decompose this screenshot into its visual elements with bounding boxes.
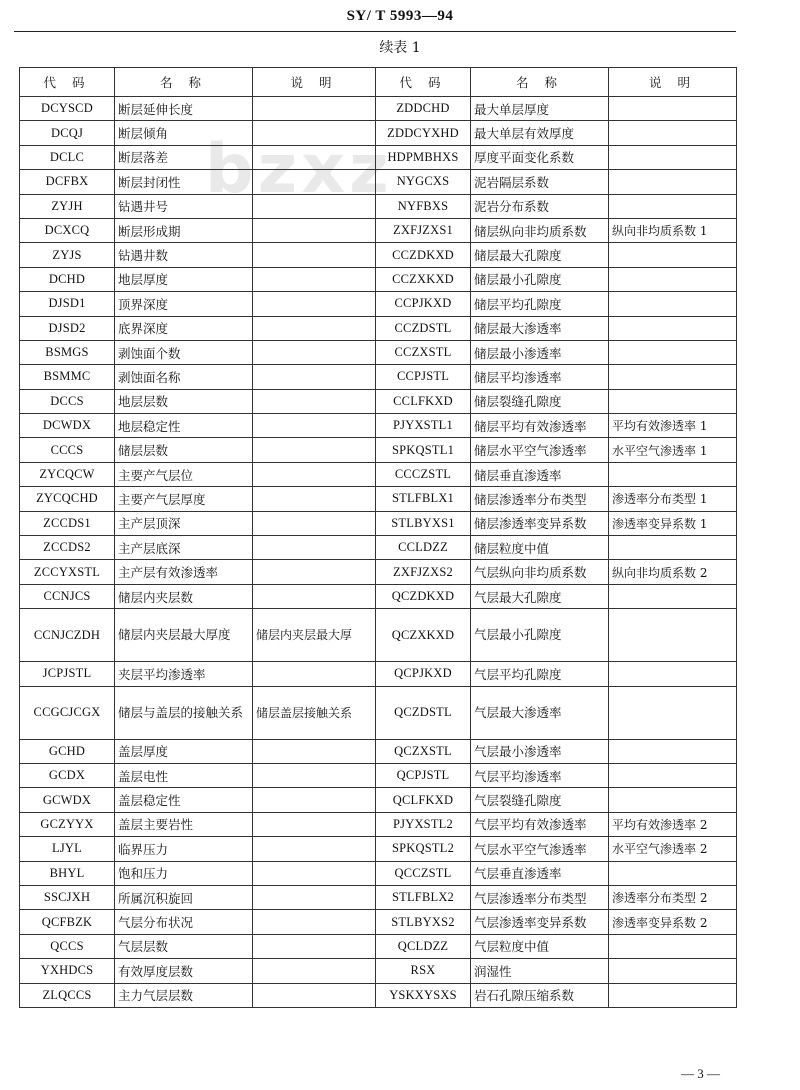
- left-name-cell: 盖层电性: [115, 763, 253, 787]
- table-row: [20, 934, 737, 958]
- left-note-cell: [253, 389, 376, 413]
- right-code-cell: YSKXYSXS: [376, 983, 471, 1007]
- right-note-cell: 平均有效渗透率 2: [609, 812, 737, 836]
- left-name-cell: 地层层数: [115, 389, 253, 413]
- watermark: bzxz: [205, 130, 393, 209]
- left-note-cell: [253, 934, 376, 958]
- left-code-cell: DCCS: [20, 389, 115, 413]
- right-code-cell: ZXFJZXS2: [376, 560, 471, 584]
- table-row: [20, 560, 737, 584]
- left-name-cell: 储层内夹层最大厚度: [115, 609, 253, 662]
- left-code-cell: ZCCDS2: [20, 536, 115, 560]
- left-note-cell: [253, 560, 376, 584]
- right-name-cell: 厚度平面变化系数: [471, 145, 609, 169]
- left-note-cell: [253, 462, 376, 486]
- right-name-cell: 气层水平空气渗透率: [471, 837, 609, 861]
- left-note-cell: [253, 243, 376, 267]
- left-name-cell: 断层落差: [115, 145, 253, 169]
- right-name-cell: 储层渗透率分布类型: [471, 487, 609, 511]
- right-name-cell: 气层渗透率分布类型: [471, 885, 609, 909]
- left-name-cell: 储层内夹层数: [115, 584, 253, 608]
- left-note-cell: [253, 365, 376, 389]
- table-row: [20, 983, 737, 1007]
- left-code-cell: ZYCQCHD: [20, 487, 115, 511]
- right-note-cell: 渗透率分布类型 1: [609, 487, 737, 511]
- left-name-cell: 主力气层层数: [115, 983, 253, 1007]
- table-row: [20, 788, 737, 812]
- left-note-cell: [253, 983, 376, 1007]
- left-code-cell: QCCS: [20, 934, 115, 958]
- right-code-cell: PJYXSTL2: [376, 812, 471, 836]
- table-header-row: [20, 68, 737, 97]
- table-row: [20, 885, 737, 909]
- right-name-cell: 储层垂直渗透率: [471, 462, 609, 486]
- right-code-cell: CCPJSTL: [376, 365, 471, 389]
- left-name-cell: 主要产气层厚度: [115, 487, 253, 511]
- left-note-cell: [253, 218, 376, 242]
- right-code-cell: HDPMBHXS: [376, 145, 471, 169]
- right-code-cell: CCZDSTL: [376, 316, 471, 340]
- table-row: [20, 389, 737, 413]
- left-code-cell: GCWDX: [20, 788, 115, 812]
- table-row: [20, 243, 737, 267]
- left-name-cell: 地层稳定性: [115, 414, 253, 438]
- right-code-cell: STLBYXS1: [376, 511, 471, 535]
- left-note-cell: [253, 340, 376, 364]
- left-code-cell: DCHD: [20, 267, 115, 291]
- table-row: [20, 739, 737, 763]
- right-note-cell: [609, 97, 737, 121]
- right-note-cell: [609, 340, 737, 364]
- right-code-cell: CCZXKXD: [376, 267, 471, 291]
- left-note-cell: [253, 511, 376, 535]
- right-name-cell: 储层最大孔隙度: [471, 243, 609, 267]
- table-row: [20, 121, 737, 145]
- right-code-cell: CCLDZZ: [376, 536, 471, 560]
- right-note-cell: [609, 609, 737, 662]
- left-name-cell: 钻遇井号: [115, 194, 253, 218]
- left-code-cell: DJSD2: [20, 316, 115, 340]
- left-note-cell: [253, 414, 376, 438]
- right-name-cell: 泥岩隔层系数: [471, 170, 609, 194]
- left-name-cell: 底界深度: [115, 316, 253, 340]
- right-name-cell: 储层粒度中值: [471, 536, 609, 560]
- left-note-cell: [253, 861, 376, 885]
- left-name-cell: 盖层主要岩性: [115, 812, 253, 836]
- column-header-code: 代 码: [20, 68, 115, 97]
- right-name-cell: 储层水平空气渗透率: [471, 438, 609, 462]
- table-row: [20, 414, 737, 438]
- right-code-cell: ZDDCHD: [376, 97, 471, 121]
- right-name-cell: 最大单层厚度: [471, 97, 609, 121]
- left-name-cell: 断层倾角: [115, 121, 253, 145]
- right-note-cell: [609, 662, 737, 686]
- table-row: [20, 837, 737, 861]
- right-code-cell: NYGCXS: [376, 170, 471, 194]
- table-row: [20, 365, 737, 389]
- right-note-cell: [609, 389, 737, 413]
- left-name-cell: 顶界深度: [115, 292, 253, 316]
- left-note-cell: [253, 662, 376, 686]
- left-name-cell: 储层层数: [115, 438, 253, 462]
- table-row: [20, 438, 737, 462]
- right-note-cell: [609, 959, 737, 983]
- left-note-cell: 储层盖层接触关系: [253, 686, 376, 739]
- left-note-cell: [253, 763, 376, 787]
- left-code-cell: DCQJ: [20, 121, 115, 145]
- left-note-cell: [253, 292, 376, 316]
- left-name-cell: 临界压力: [115, 837, 253, 861]
- right-note-cell: [609, 788, 737, 812]
- left-note-cell: [253, 959, 376, 983]
- table-row: [20, 487, 737, 511]
- table-row: [20, 340, 737, 364]
- right-name-cell: 润湿性: [471, 959, 609, 983]
- right-code-cell: CCCZSTL: [376, 462, 471, 486]
- table-row: [20, 861, 737, 885]
- left-name-cell: 断层形成期: [115, 218, 253, 242]
- right-code-cell: QCZDKXD: [376, 584, 471, 608]
- right-code-cell: SPKQSTL2: [376, 837, 471, 861]
- left-code-cell: GCHD: [20, 739, 115, 763]
- right-name-cell: 储层裂缝孔隙度: [471, 389, 609, 413]
- right-code-cell: QCCZSTL: [376, 861, 471, 885]
- right-code-cell: NYFBXS: [376, 194, 471, 218]
- left-name-cell: 断层延伸长度: [115, 97, 253, 121]
- left-code-cell: ZYJH: [20, 194, 115, 218]
- table-row: [20, 170, 737, 194]
- right-name-cell: 储层平均孔隙度: [471, 292, 609, 316]
- right-code-cell: QCPJKXD: [376, 662, 471, 686]
- left-name-cell: 气层层数: [115, 934, 253, 958]
- right-note-cell: [609, 763, 737, 787]
- right-note-cell: [609, 686, 737, 739]
- table-row: [20, 316, 737, 340]
- left-note-cell: [253, 837, 376, 861]
- column-header-code-right: 代 码: [376, 68, 471, 97]
- left-name-cell: 所属沉积旋回: [115, 885, 253, 909]
- left-note-cell: [253, 739, 376, 763]
- right-code-cell: SPKQSTL1: [376, 438, 471, 462]
- table-row: [20, 812, 737, 836]
- left-name-cell: 剥蚀面名称: [115, 365, 253, 389]
- code-table: [19, 67, 737, 1008]
- left-code-cell: YXHDCS: [20, 959, 115, 983]
- right-name-cell: 气层最小孔隙度: [471, 609, 609, 662]
- table-row: [20, 462, 737, 486]
- left-code-cell: CCNJCS: [20, 584, 115, 608]
- left-note-cell: [253, 97, 376, 121]
- left-name-cell: 气层分布状况: [115, 910, 253, 934]
- table-row: [20, 959, 737, 983]
- right-code-cell: QCZXKXD: [376, 609, 471, 662]
- left-code-cell: GCDX: [20, 763, 115, 787]
- right-note-cell: 纵向非均质系数 1: [609, 218, 737, 242]
- right-name-cell: 气层最大渗透率: [471, 686, 609, 739]
- table-row: [20, 910, 737, 934]
- right-note-cell: [609, 267, 737, 291]
- table-row: [20, 511, 737, 535]
- left-note-cell: [253, 584, 376, 608]
- left-name-cell: 盖层稳定性: [115, 788, 253, 812]
- right-note-cell: [609, 934, 737, 958]
- header-rule: [14, 31, 736, 32]
- table-row: [20, 763, 737, 787]
- left-name-cell: 主要产气层位: [115, 462, 253, 486]
- right-code-cell: RSX: [376, 959, 471, 983]
- left-name-cell: 储层与盖层的接触关系: [115, 686, 253, 739]
- left-note-cell: [253, 194, 376, 218]
- left-code-cell: BHYL: [20, 861, 115, 885]
- right-note-cell: 水平空气渗透率 1: [609, 438, 737, 462]
- left-name-cell: 有效厚度层数: [115, 959, 253, 983]
- table-body: [20, 97, 737, 1008]
- right-code-cell: CCPJKXD: [376, 292, 471, 316]
- left-code-cell: ZCCYXSTL: [20, 560, 115, 584]
- right-code-cell: PJYXSTL1: [376, 414, 471, 438]
- column-header-note-right: 说 明: [609, 68, 737, 97]
- left-code-cell: CCGCJCGX: [20, 686, 115, 739]
- left-code-cell: QCFBZK: [20, 910, 115, 934]
- left-name-cell: 饱和压力: [115, 861, 253, 885]
- right-code-cell: ZDDCYXHD: [376, 121, 471, 145]
- right-name-cell: 气层最小渗透率: [471, 739, 609, 763]
- left-code-cell: DCXCQ: [20, 218, 115, 242]
- left-name-cell: 断层封闭性: [115, 170, 253, 194]
- right-note-cell: 渗透率分布类型 2: [609, 885, 737, 909]
- table-row: [20, 686, 737, 739]
- right-note-cell: 纵向非均质系数 2: [609, 560, 737, 584]
- right-name-cell: 气层纵向非均质系数: [471, 560, 609, 584]
- right-note-cell: 平均有效渗透率 1: [609, 414, 737, 438]
- standard-code: SY/ T 5993—94: [346, 8, 454, 24]
- left-code-cell: ZCCDS1: [20, 511, 115, 535]
- left-code-cell: ZYJS: [20, 243, 115, 267]
- right-name-cell: 储层纵向非均质系数: [471, 218, 609, 242]
- right-name-cell: 气层平均有效渗透率: [471, 812, 609, 836]
- left-note-cell: [253, 788, 376, 812]
- column-header-note: 说 明: [253, 68, 376, 97]
- table-row: [20, 292, 737, 316]
- right-note-cell: 渗透率变异系数 2: [609, 910, 737, 934]
- left-code-cell: DJSD1: [20, 292, 115, 316]
- right-note-cell: [609, 170, 737, 194]
- right-name-cell: 泥岩分布系数: [471, 194, 609, 218]
- right-note-cell: [609, 861, 737, 885]
- left-code-cell: DCFBX: [20, 170, 115, 194]
- left-note-cell: [253, 438, 376, 462]
- left-note-cell: [253, 316, 376, 340]
- right-note-cell: [609, 121, 737, 145]
- right-name-cell: 气层渗透率变异系数: [471, 910, 609, 934]
- left-name-cell: 夹层平均渗透率: [115, 662, 253, 686]
- right-name-cell: 气层平均孔隙度: [471, 662, 609, 686]
- left-code-cell: BSMMC: [20, 365, 115, 389]
- right-name-cell: 气层垂直渗透率: [471, 861, 609, 885]
- right-code-cell: STLFBLX1: [376, 487, 471, 511]
- right-code-cell: STLBYXS2: [376, 910, 471, 934]
- column-header-name: 名 称: [115, 68, 253, 97]
- right-name-cell: 岩石孔隙压缩系数: [471, 983, 609, 1007]
- left-note-cell: [253, 812, 376, 836]
- left-code-cell: CCCS: [20, 438, 115, 462]
- left-code-cell: GCZYYX: [20, 812, 115, 836]
- table-row: [20, 267, 737, 291]
- left-name-cell: 主产层顶深: [115, 511, 253, 535]
- right-note-cell: 水平空气渗透率 2: [609, 837, 737, 861]
- table-title: 续表 1: [379, 40, 421, 56]
- column-header-name-right: 名 称: [471, 68, 609, 97]
- left-name-cell: 地层厚度: [115, 267, 253, 291]
- right-note-cell: [609, 739, 737, 763]
- left-code-cell: ZLQCCS: [20, 983, 115, 1007]
- left-note-cell: [253, 267, 376, 291]
- right-note-cell: [609, 536, 737, 560]
- left-note-cell: [253, 885, 376, 909]
- right-name-cell: 最大单层有效厚度: [471, 121, 609, 145]
- right-name-cell: 气层最大孔隙度: [471, 584, 609, 608]
- right-note-cell: 渗透率变异系数 1: [609, 511, 737, 535]
- table-row: [20, 194, 737, 218]
- left-note-cell: [253, 487, 376, 511]
- right-code-cell: QCZDSTL: [376, 686, 471, 739]
- right-note-cell: [609, 462, 737, 486]
- table-row: [20, 97, 737, 121]
- left-note-cell: [253, 536, 376, 560]
- left-note-cell: [253, 910, 376, 934]
- right-name-cell: 气层平均渗透率: [471, 763, 609, 787]
- right-code-cell: ZXFJZXS1: [376, 218, 471, 242]
- right-code-cell: CCZXSTL: [376, 340, 471, 364]
- right-name-cell: 气层粒度中值: [471, 934, 609, 958]
- left-name-cell: 主产层底深: [115, 536, 253, 560]
- right-name-cell: 储层最小孔隙度: [471, 267, 609, 291]
- right-code-cell: QCLFKXD: [376, 788, 471, 812]
- left-name-cell: 主产层有效渗透率: [115, 560, 253, 584]
- right-code-cell: STLFBLX2: [376, 885, 471, 909]
- left-name-cell: 钻遇井数: [115, 243, 253, 267]
- document-header: [0, 8, 800, 28]
- left-code-cell: DCLC: [20, 145, 115, 169]
- table-row: [20, 609, 737, 662]
- right-note-cell: [609, 292, 737, 316]
- right-name-cell: 储层渗透率变异系数: [471, 511, 609, 535]
- table-row: [20, 662, 737, 686]
- left-code-cell: SSCJXH: [20, 885, 115, 909]
- right-note-cell: [609, 194, 737, 218]
- left-code-cell: DCYSCD: [20, 97, 115, 121]
- table-row: [20, 145, 737, 169]
- right-note-cell: [609, 145, 737, 169]
- right-name-cell: 储层平均渗透率: [471, 365, 609, 389]
- table-row: [20, 584, 737, 608]
- left-code-cell: ZYCQCW: [20, 462, 115, 486]
- left-note-cell: [253, 170, 376, 194]
- left-code-cell: JCPJSTL: [20, 662, 115, 686]
- right-name-cell: 储层平均有效渗透率: [471, 414, 609, 438]
- right-code-cell: QCLDZZ: [376, 934, 471, 958]
- left-code-cell: DCWDX: [20, 414, 115, 438]
- right-name-cell: 储层最小渗透率: [471, 340, 609, 364]
- right-code-cell: QCZXSTL: [376, 739, 471, 763]
- right-code-cell: CCLFKXD: [376, 389, 471, 413]
- left-code-cell: LJYL: [20, 837, 115, 861]
- right-code-cell: QCPJSTL: [376, 763, 471, 787]
- left-note-cell: [253, 121, 376, 145]
- left-note-cell: [253, 145, 376, 169]
- table-row: [20, 218, 737, 242]
- right-name-cell: 气层裂缝孔隙度: [471, 788, 609, 812]
- right-note-cell: [609, 365, 737, 389]
- left-note-cell: 储层内夹层最大厚: [253, 609, 376, 662]
- left-name-cell: 盖层厚度: [115, 739, 253, 763]
- left-code-cell: CCNJCZDH: [20, 609, 115, 662]
- table-row: [20, 536, 737, 560]
- page-number: — 3 —: [681, 1066, 720, 1081]
- right-note-cell: [609, 243, 737, 267]
- right-note-cell: [609, 983, 737, 1007]
- left-name-cell: 剥蚀面个数: [115, 340, 253, 364]
- right-note-cell: [609, 316, 737, 340]
- right-code-cell: CCZDKXD: [376, 243, 471, 267]
- right-name-cell: 储层最大渗透率: [471, 316, 609, 340]
- right-note-cell: [609, 584, 737, 608]
- left-code-cell: BSMGS: [20, 340, 115, 364]
